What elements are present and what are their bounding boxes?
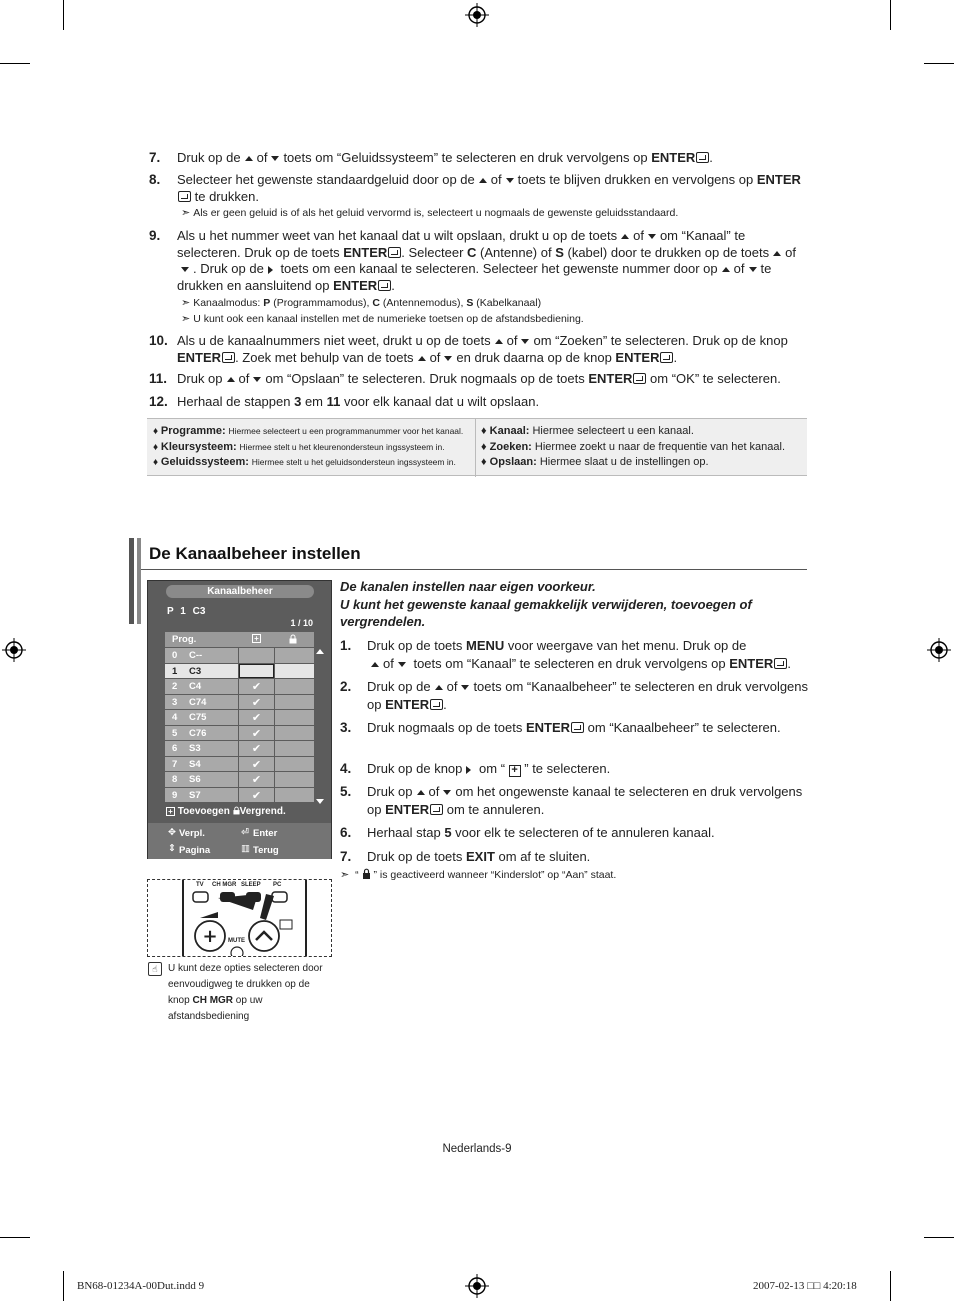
k-step-1 <box>340 637 810 672</box>
step-number: 12. <box>149 394 168 409</box>
osd-lock-cell[interactable] <box>275 788 314 803</box>
osd-add-cell[interactable] <box>239 741 274 756</box>
move-icon: ✥ <box>168 827 176 838</box>
info-right-column <box>481 424 801 471</box>
lock-icon <box>233 806 240 815</box>
step-number: 5. <box>340 784 352 799</box>
check-icon: ✔ <box>251 727 262 740</box>
info-box <box>147 418 807 476</box>
osd-prog-number: 4 <box>172 712 178 723</box>
k-step-6 <box>340 824 810 842</box>
note-arrow-icon: ➣ <box>181 207 191 219</box>
osd-lock-cell[interactable] <box>275 741 314 756</box>
osd-channel-row[interactable] <box>165 771 314 787</box>
add-box-icon: + <box>252 634 261 643</box>
down-arrow-icon <box>253 377 261 382</box>
footer-file-info: BN68-01234A-00Dut.indd 9 <box>77 1280 205 1292</box>
osd-rows <box>165 647 314 802</box>
hand-icon: ☝ <box>148 962 162 976</box>
step-text: Herhaal stap 5 voor elk te selecteren of te annuleren kanaal. <box>367 825 715 840</box>
osd-lock-cell[interactable] <box>275 757 314 772</box>
osd-channel-row[interactable] <box>165 647 314 663</box>
registration-mark-icon <box>2 638 26 662</box>
section-bar <box>129 538 134 624</box>
enter-icon <box>430 699 443 710</box>
osd-channel-row[interactable] <box>165 663 314 679</box>
osd-channel-table <box>165 632 314 802</box>
down-arrow-icon <box>648 234 656 239</box>
add-box-icon: + <box>509 765 521 777</box>
crop-mark <box>63 1271 64 1301</box>
step-text: Als u het nummer weet van het kanaal dat u wilt opslaan, drukt u op de toets of om “Kanaal” te selecteren. Druk op de toets ENTER . Selecteer C (Antenne) of S (kabel) door te drukken op de toets of. Druk op de toets om een kanaal te selecteren. Selecteer het gewenste nummer door op of te drukken en aansluitend op ENTER . <box>177 228 796 293</box>
k-step-2 <box>340 678 810 713</box>
info-left-column <box>153 424 478 471</box>
down-arrow-icon <box>398 662 406 667</box>
down-arrow-icon <box>506 178 514 183</box>
step-number: 2. <box>340 679 352 694</box>
info-item: ♦ Zoeken: Hiermee zoekt u naar de frequentie van het kanaal. <box>481 440 786 453</box>
crop-mark <box>924 1237 954 1238</box>
down-arrow-icon <box>271 156 279 161</box>
osd-add-cell[interactable] <box>239 772 274 787</box>
osd-prog-number: 5 <box>172 727 178 739</box>
osd-lock-cell[interactable] <box>275 679 314 694</box>
osd-lock-cell[interactable] <box>275 664 314 679</box>
osd-channel-row[interactable] <box>165 740 314 756</box>
osd-prog-number: 6 <box>172 743 178 754</box>
down-arrow-icon <box>444 356 452 361</box>
osd-prog-number: 7 <box>172 758 178 770</box>
osd-lock-cell[interactable] <box>275 710 314 725</box>
osd-lock-cell[interactable] <box>275 772 314 787</box>
down-arrow-icon <box>749 267 757 272</box>
osd-lock-cell[interactable] <box>275 648 314 663</box>
up-arrow-icon <box>245 156 253 161</box>
osd-channel-row[interactable] <box>165 787 314 803</box>
osd-prog-cell <box>165 695 238 710</box>
step-text: Druk op de of toets om “Kanaalbeheer” te selecteren en druk vervolgens op ENTER . <box>367 679 809 712</box>
down-arrow-icon <box>521 339 529 344</box>
osd-channel-row[interactable] <box>165 709 314 725</box>
osd-prog-number: 9 <box>172 789 178 801</box>
step-text: Druk op de knop om “ + ” te selecteren. <box>367 761 611 776</box>
osd-add-cell[interactable] <box>239 726 274 741</box>
osd-channel-row[interactable] <box>165 756 314 772</box>
crop-mark <box>63 0 64 30</box>
remote-caption: U kunt deze opties selecteren door eenvoudigweg te drukken op de knop CH MGR op uw afstandsbediening <box>168 963 323 1022</box>
check-icon: ✔ <box>251 712 262 724</box>
osd-prog-cell <box>165 679 238 694</box>
osd-channel-name: S7 <box>189 789 201 801</box>
osd-title: Kanaalbeheer <box>166 585 314 598</box>
osd-prog-number: 0 <box>172 650 178 661</box>
k-step-3 <box>340 719 810 737</box>
osd-prog-number: 3 <box>172 696 178 708</box>
step-number: 8. <box>149 172 161 187</box>
osd-add-cell[interactable] <box>239 788 274 803</box>
step-text: Druk op of om het ongewenste kanaal te selecteren en druk vervolgens op ENTER om te annuleren. <box>367 784 803 817</box>
osd-channel-name: C4 <box>189 681 202 692</box>
svg-text:+: + <box>202 926 218 947</box>
footer-timestamp: 2007-02-13 □□ 4:20:18 <box>753 1280 857 1292</box>
enter-icon <box>696 152 709 163</box>
note-arrow-icon: ➣ <box>340 869 350 881</box>
add-box-icon: + <box>166 807 175 816</box>
step-text: Druk op de toets EXIT om af te sluiten. <box>367 849 591 864</box>
osd-channel-name: S3 <box>189 743 201 754</box>
check-icon: ✔ <box>251 758 262 771</box>
osd-prog-cell <box>165 664 238 679</box>
right-arrow-icon <box>466 766 471 774</box>
step-number: 7. <box>340 849 352 864</box>
osd-channel-name: S4 <box>189 758 201 770</box>
enter-icon: ⏎ <box>241 827 249 838</box>
step-text: Druk op of om “Opslaan” te selecteren. Druk nogmaals op de toets ENTER om “OK” te selecteren. <box>177 371 781 386</box>
up-arrow-icon <box>418 356 426 361</box>
note-channel-mode: ➣ Kanaalmodus: P (Programmamodus), C (Antennemodus), S (Kabelkanaal) <box>181 297 542 309</box>
osd-channel-name: C76 <box>189 727 207 739</box>
crop-mark <box>924 63 954 64</box>
osd-prog-number: 2 <box>172 681 178 692</box>
osd-add-cell[interactable] <box>239 648 274 663</box>
check-icon: ✔ <box>251 743 262 755</box>
step-10 <box>149 333 809 366</box>
osd-channel-row[interactable] <box>165 725 314 741</box>
step-number: 10. <box>149 333 168 348</box>
info-item: ♦ Opslaan: Hiermee slaat u de instellingen op. <box>481 456 709 468</box>
osd-prog-cell <box>165 741 238 756</box>
osd-lock-cell[interactable] <box>275 695 314 710</box>
remote-control-illustration: + TV CH MGR SLEEP PC MUTE <box>147 879 332 957</box>
note-sound: ➣ Als er geen geluid is of als het geluid vervormd is, selecteert u nogmaals de gewenste geluidsstandaard. <box>181 207 679 219</box>
osd-channel-name: C3 <box>189 665 202 677</box>
check-icon: ✔ <box>251 789 262 802</box>
check-icon: ✔ <box>251 774 262 786</box>
section-title: De Kanaalbeheer instellen <box>149 544 361 563</box>
osd-page-indicator: 1 / 10 <box>290 618 313 628</box>
enter-icon <box>571 722 584 733</box>
osd-add-cell[interactable] <box>239 710 274 725</box>
osd-prog-number: 8 <box>172 774 178 785</box>
up-arrow-icon <box>621 234 629 239</box>
k-step-5 <box>340 783 810 818</box>
up-arrow-icon <box>371 662 379 667</box>
crop-mark <box>0 1237 30 1238</box>
osd-channel-name: C75 <box>189 712 207 723</box>
step-number: 3. <box>340 720 352 735</box>
osd-footer: ✥ Verpl. ⏎ Enter ⇕ Pagina ▥ Terug <box>148 823 331 859</box>
step-text: Herhaal de stappen 3 em 11 voor elk kanaal dat u wilt opslaan. <box>177 394 540 409</box>
page-number: Nederlands-9 <box>442 1143 512 1155</box>
registration-mark-icon <box>927 638 951 662</box>
step-number: 7. <box>149 150 161 165</box>
enter-icon <box>378 280 391 291</box>
osd-add-cell[interactable] <box>239 679 274 694</box>
osd-prog-number: 1 <box>172 665 178 677</box>
info-item: ♦ Kanaal: Hiermee selecteert u een kanaal. <box>481 425 694 437</box>
osd-prog-cell <box>165 757 238 772</box>
osd-channel-name: C-- <box>189 650 203 661</box>
step-text: Selecteer het gewenste standaardgeluid door op de of toets te blijven drukken en vervolgens op ENTER te drukken. <box>177 172 801 204</box>
up-arrow-icon <box>479 178 487 183</box>
page-icon: ⇕ <box>168 843 176 854</box>
remote-drawing <box>148 880 332 957</box>
info-item: ♦ Geluidssysteem: Hiermee stelt u het geluidsondersteun ingssysteem in. <box>153 456 456 468</box>
osd-prog-cell <box>165 772 238 787</box>
note-numeric-keys: ➣ U kunt ook een kanaal instellen met de numerieke toetsen op de afstandsbediening. <box>181 313 584 325</box>
enter-icon <box>388 247 401 258</box>
step-text: Druk op de of toets om “Geluidssysteem” te selecteren en druk vervolgens op ENTER . <box>177 150 713 165</box>
enter-icon <box>222 352 235 363</box>
info-item: ♦ Kleursysteem: Hiermee stelt u het kleurenondersteun ingssysteem in. <box>153 440 445 453</box>
osd-prog-cell <box>165 648 238 663</box>
check-icon: ✔ <box>251 696 262 709</box>
osd-col-prog: Prog. <box>172 634 197 645</box>
osd-add-cell[interactable] <box>239 664 274 679</box>
osd-kanaalbeheer-screen <box>147 580 332 859</box>
return-icon: ▥ <box>241 843 250 854</box>
osd-add-cell[interactable] <box>239 695 274 710</box>
down-arrow-icon <box>461 685 469 690</box>
info-item: ♦ Programme: Hiermee selecteert u een programmanummer voor het kanaal. <box>153 425 464 437</box>
osd-prog-cell <box>165 710 238 725</box>
up-arrow-icon <box>435 685 443 690</box>
enter-icon <box>633 373 646 384</box>
note-arrow-icon: ➣ <box>181 313 191 325</box>
section-intro: De kanalen instellen naar eigen voorkeur. U kunt het gewenste kanaal gemakkelijk verwijderen, toevoegen of vergrendelen. <box>340 579 752 629</box>
k-step-4 <box>340 760 810 778</box>
registration-mark-icon <box>465 1274 489 1298</box>
osd-prog-cell <box>165 726 238 741</box>
osd-channel-row[interactable] <box>165 694 314 710</box>
osd-current-channel: P 1 C3 <box>167 606 206 617</box>
step-number: 11. <box>149 371 168 386</box>
step-8 <box>149 172 809 205</box>
lock-icon <box>289 634 297 644</box>
step-11 <box>149 371 809 388</box>
right-arrow-icon <box>268 266 273 274</box>
step-number: 6. <box>340 825 352 840</box>
enter-icon <box>430 804 443 815</box>
k-step-7 <box>340 848 810 866</box>
step-number: 4. <box>340 761 352 776</box>
lock-icon <box>362 868 371 879</box>
osd-prog-cell <box>165 788 238 803</box>
check-icon: ✔ <box>251 681 262 693</box>
enter-icon <box>660 352 673 363</box>
up-arrow-icon <box>417 790 425 795</box>
step-number: 9. <box>149 228 161 243</box>
crop-mark <box>890 1271 891 1301</box>
osd-legend: + Toevoegen Vergrend. <box>166 806 286 817</box>
up-arrow-icon <box>495 339 503 344</box>
crop-mark <box>0 63 30 64</box>
note-lock: ➣ “ ” is geactiveerd wanneer “Kinderslot” op “Aan” staat. <box>340 869 617 881</box>
info-divider <box>475 419 476 477</box>
osd-channel-row[interactable] <box>165 678 314 694</box>
up-arrow-icon <box>773 251 781 256</box>
osd-table-header <box>165 632 314 647</box>
up-arrow-icon <box>722 267 730 272</box>
osd-add-cell[interactable] <box>239 757 274 772</box>
step-text: Druk op de toets MENU voor weergave van het menu. Druk op de of toets om “Kanaal” te selecteren en druk vervolgens op ENTER . <box>367 638 791 671</box>
enter-icon <box>774 658 787 669</box>
up-arrow-icon <box>227 377 235 382</box>
note-arrow-icon: ➣ <box>181 297 191 309</box>
step-number: 1. <box>340 638 352 653</box>
osd-lock-cell[interactable] <box>275 726 314 741</box>
step-text: Als u de kanaalnummers niet weet, drukt u op de toets of om “Zoeken” te selecteren. Druk op de knop ENTER . Zoek met behulp van de toets of en druk daarna op de knop ENTER . <box>177 333 788 365</box>
section-bar <box>137 538 141 624</box>
step-9 <box>149 228 809 294</box>
down-arrow-icon <box>181 267 189 272</box>
step-text: Druk nogmaals op de toets ENTER om “Kanaalbeheer” te selecteren. <box>367 720 781 735</box>
step-7 <box>149 150 809 167</box>
step-12 <box>149 394 809 411</box>
section-rule <box>141 569 807 570</box>
down-arrow-icon <box>443 790 451 795</box>
scrollbar[interactable] <box>316 649 324 804</box>
enter-icon <box>178 191 191 202</box>
registration-mark-icon <box>465 3 489 27</box>
crop-mark <box>890 0 891 30</box>
osd-channel-name: S6 <box>189 774 201 785</box>
osd-channel-name: C74 <box>189 696 207 708</box>
